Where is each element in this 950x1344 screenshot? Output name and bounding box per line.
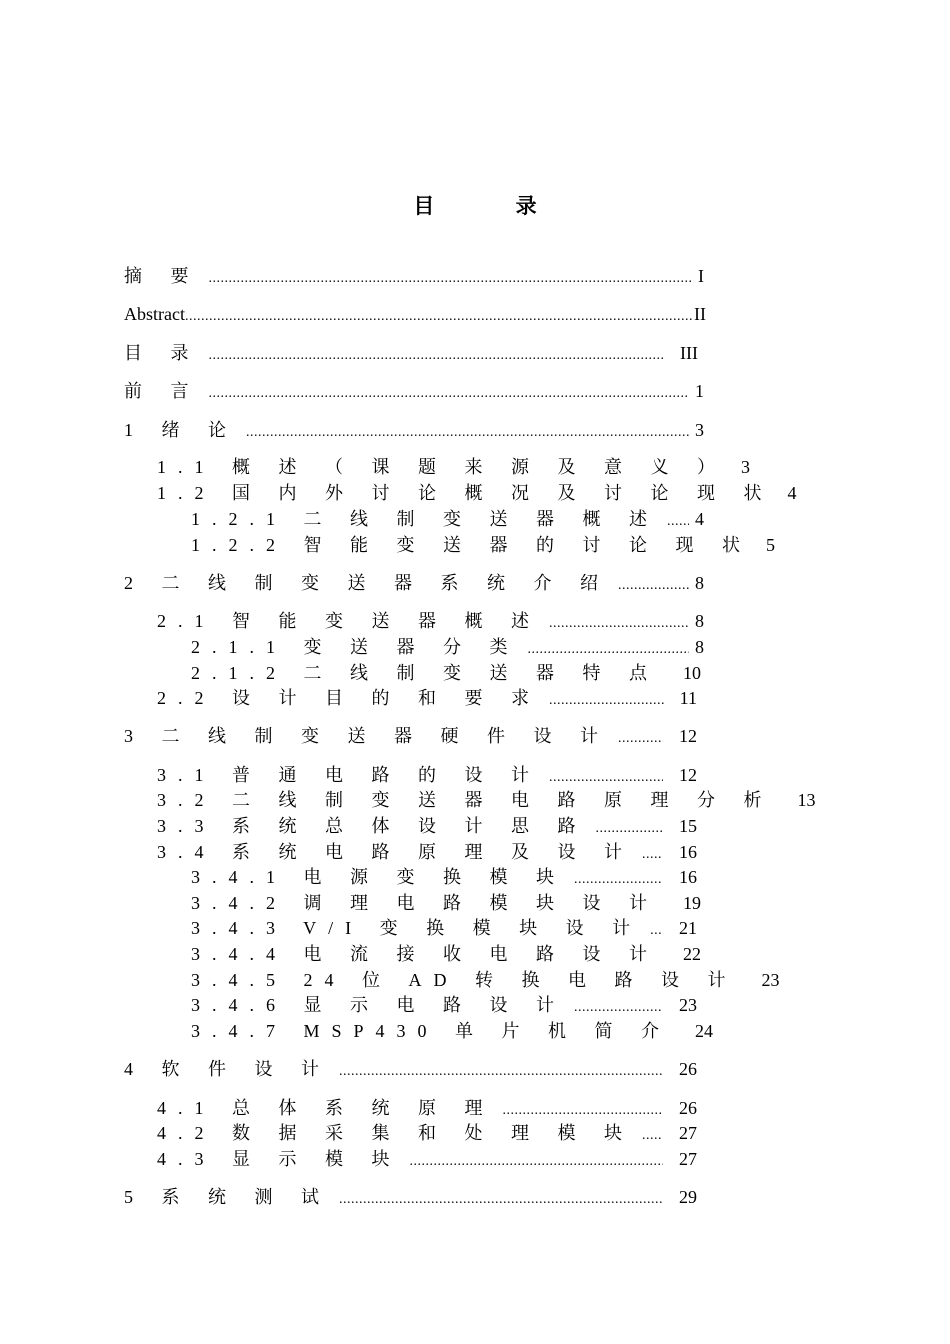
toc-page-number: 3 xyxy=(695,420,704,440)
toc-page-number: III xyxy=(680,343,698,363)
toc-entry-4-2[interactable] xyxy=(157,1121,697,1145)
toc-entry-label: 1 绪 论 xyxy=(124,420,238,440)
toc-page-number: 8 xyxy=(695,573,704,593)
toc-page-number: 4 xyxy=(787,483,797,503)
dot-leader xyxy=(528,638,690,662)
toc-entry-label: 3.4.6 显 示 电 路 设 计 xyxy=(191,995,566,1015)
toc-entry-1-2-2[interactable] xyxy=(191,533,775,557)
toc-page-number: 19 xyxy=(683,893,701,913)
dot-leader xyxy=(549,612,689,636)
toc-page-number: 10 xyxy=(683,663,701,683)
toc-entry-label: 4.3 显 示 模 块 xyxy=(157,1149,402,1169)
toc-entry-label: 4 软 件 设 计 xyxy=(124,1059,331,1079)
toc-entry-2-2[interactable] xyxy=(157,686,697,710)
dot-leader xyxy=(549,689,664,713)
toc-page-number: 23 xyxy=(761,970,780,990)
toc-page-number: 16 xyxy=(679,842,697,862)
toc-page-number: 27 xyxy=(679,1123,697,1143)
toc-entry-label: 3.2 二 线 制 变 送 器 电 路 原 理 分 析 xyxy=(157,790,774,810)
dot-leader xyxy=(667,510,689,534)
dot-leader xyxy=(650,919,663,943)
dot-leader xyxy=(596,817,664,841)
toc-page-number: 26 xyxy=(679,1059,697,1079)
toc-entry-4-3[interactable] xyxy=(157,1147,697,1171)
dot-leader xyxy=(209,344,665,368)
toc-entry-ch2[interactable] xyxy=(124,571,704,595)
toc-entry-3-4-2[interactable] xyxy=(191,891,701,915)
toc-entry-label: 5 系 统 测 试 xyxy=(124,1187,331,1207)
toc-entry-label: 3.3 系 统 总 体 设 计 思 路 xyxy=(157,816,588,836)
toc-entry-ch3[interactable] xyxy=(124,724,697,748)
toc-page-number: 16 xyxy=(679,867,697,887)
toc-page-number: 22 xyxy=(683,944,701,964)
dot-leader xyxy=(209,267,693,291)
toc-entry-ch1[interactable] xyxy=(124,418,704,442)
toc-page-number: 27 xyxy=(679,1149,697,1169)
toc-entry-label: 1.1 概 述 （ 课 题 来 源 及 意 义 ） xyxy=(157,457,727,477)
toc-page-number: 1 xyxy=(695,381,704,401)
toc-entry-2-1-2[interactable] xyxy=(191,661,701,685)
toc-page-number: 26 xyxy=(679,1098,697,1118)
toc-page-number: 21 xyxy=(679,918,697,938)
toc-page-number: 11 xyxy=(679,688,697,708)
toc-entry-label: 目 录 xyxy=(124,343,201,363)
toc-page-number: 3 xyxy=(741,457,750,477)
toc-entry-preface[interactable] xyxy=(124,379,704,403)
toc-page-number: 12 xyxy=(679,726,697,746)
toc-entry-3-1[interactable] xyxy=(157,763,697,787)
dot-leader xyxy=(209,382,690,406)
dot-leader xyxy=(618,727,663,751)
toc-entry-label: 3 二 线 制 变 送 器 硬 件 设 计 xyxy=(124,726,610,746)
toc-entry-label: 3.4.1 电 源 变 换 模 块 xyxy=(191,867,566,887)
toc-entry-1-1[interactable] xyxy=(157,455,750,479)
toc-entry-3-4-5[interactable] xyxy=(191,968,780,992)
toc-entry-3-4-7[interactable] xyxy=(191,1019,714,1043)
toc-page-number: II xyxy=(694,304,706,324)
toc-entry-label: 2.1.2 二 线 制 变 送 器 特 点 xyxy=(191,663,659,683)
toc-entry-label: 2.2 设 计 目 的 和 要 求 xyxy=(157,688,541,708)
toc-entry-abstract-en[interactable] xyxy=(124,302,706,326)
toc-entry-label: 3.4.3 V/I 变 换 模 块 设 计 xyxy=(191,918,643,938)
toc-entry-1-2[interactable] xyxy=(157,481,797,505)
toc-page-number: 8 xyxy=(695,611,704,631)
dot-leader xyxy=(503,1099,664,1123)
toc-entry-label: 1.2.2 智 能 变 送 器 的 讨 论 现 状 xyxy=(191,535,752,555)
toc-entry-label: 3.4.7 MSP430 单 片 机 简 介 xyxy=(191,1021,672,1041)
dot-leader xyxy=(642,843,663,867)
dot-leader xyxy=(410,1150,664,1174)
toc-entry-3-4[interactable] xyxy=(157,840,697,864)
toc-entry-label: 3.4.5 24 位 AD 转 换 电 路 设 计 xyxy=(191,970,738,990)
toc-entry-label: 3.1 普 通 电 路 的 设 计 xyxy=(157,765,541,785)
dot-leader xyxy=(574,996,663,1020)
toc-entry-label: 摘 要 xyxy=(124,266,201,286)
toc-entry-label: 4.1 总 体 系 统 原 理 xyxy=(157,1098,495,1118)
toc-entry-label: Abstract xyxy=(124,304,185,324)
page-title: 目 录 xyxy=(413,194,575,218)
toc-entry-label: 1.2 国 内 外 讨 论 概 况 及 讨 论 现 状 xyxy=(157,483,774,503)
toc-entry-1-2-1[interactable] xyxy=(191,507,704,531)
toc-entry-2-1[interactable] xyxy=(157,609,704,633)
dot-leader xyxy=(246,421,689,445)
dot-leader xyxy=(339,1060,663,1084)
toc-page-number: I xyxy=(698,266,704,286)
dot-leader xyxy=(549,766,663,790)
toc-entry-3-3[interactable] xyxy=(157,814,697,838)
toc-entry-label: 4.2 数 据 采 集 和 处 理 模 块 xyxy=(157,1123,634,1143)
toc-entry-label: 前 言 xyxy=(124,381,201,401)
toc-entry-3-4-6[interactable] xyxy=(191,993,697,1017)
dot-leader xyxy=(618,574,689,598)
toc-entry-label: 2.1 智 能 变 送 器 概 述 xyxy=(157,611,541,631)
toc-page-number: 24 xyxy=(695,1021,714,1041)
toc-entry-label: 3.4.2 调 理 电 路 模 块 设 计 xyxy=(191,893,659,913)
toc-page-number: 12 xyxy=(679,765,697,785)
toc-entry-3-4-4[interactable] xyxy=(191,942,701,966)
toc-page-number: 8 xyxy=(695,637,704,657)
toc-page-number: 5 xyxy=(766,535,775,555)
toc-entry-3-2[interactable] xyxy=(157,788,816,812)
toc-entry-label: 1.2.1 二 线 制 变 送 器 概 述 xyxy=(191,509,659,529)
toc-page-number: 29 xyxy=(679,1187,697,1207)
toc-entry-4-1[interactable] xyxy=(157,1096,697,1120)
toc-page-number: 13 xyxy=(797,790,816,810)
toc-entry-label: 2 二 线 制 变 送 器 系 统 介 绍 xyxy=(124,573,610,593)
toc-page-number: 4 xyxy=(695,509,704,529)
dot-leader xyxy=(642,1124,663,1148)
dot-leader xyxy=(185,305,694,329)
toc-entry-2-1-1[interactable] xyxy=(191,635,704,659)
toc-entry-3-4-1[interactable] xyxy=(191,865,697,889)
toc-entry-label: 3.4.4 电 流 接 收 电 路 设 计 xyxy=(191,944,659,964)
toc-entry-ch5[interactable] xyxy=(124,1185,697,1209)
dot-leader xyxy=(574,868,663,892)
toc-entry-ch4[interactable] xyxy=(124,1057,697,1081)
toc-entry-abstract-cn[interactable] xyxy=(124,264,704,288)
toc-entry-3-4-3[interactable] xyxy=(191,916,697,940)
dot-leader xyxy=(339,1188,663,1212)
toc-page-number: 23 xyxy=(679,995,697,1015)
toc-entry-label: 2.1.1 变 送 器 分 类 xyxy=(191,637,520,657)
toc-page-number: 15 xyxy=(679,816,697,836)
toc-entry-contents[interactable] xyxy=(124,341,698,365)
toc-entry-label: 3.4 系 统 电 路 原 理 及 设 计 xyxy=(157,842,634,862)
